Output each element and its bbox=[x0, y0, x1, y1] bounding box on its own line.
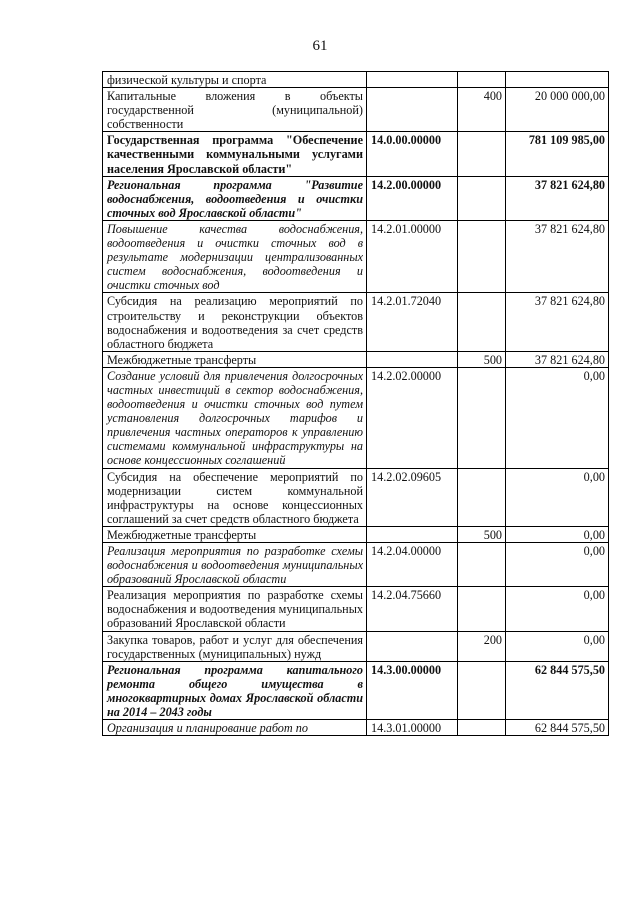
row-code bbox=[367, 526, 458, 542]
page-number: 61 bbox=[312, 38, 328, 54]
row-amount: 37 821 624,80 bbox=[506, 293, 609, 351]
row-name: Субсидия на обеспечение мероприятий по модернизации систем коммунальной инфраструктуры на основе концессионных соглашений за счет средств областного бюджета bbox=[103, 468, 367, 526]
row-amount: 37 821 624,80 bbox=[506, 351, 609, 367]
row-name: Региональная программа "Развитие водоснабжения, водоотведения и очистки сточных вод Ярославской области" bbox=[103, 176, 367, 220]
row-expense-type: 500 bbox=[458, 351, 506, 367]
row-expense-type bbox=[458, 468, 506, 526]
table-row bbox=[103, 543, 609, 587]
row-amount: 0,00 bbox=[506, 587, 609, 631]
row-name: Организация и планирование работ по bbox=[103, 720, 367, 736]
row-expense-type bbox=[458, 132, 506, 176]
row-name: Повышение качества водоснабжения, водоотведения и очистки сточных вод в результате модернизации централизованных систем водоснабжения, водоотведения и очистки сточных вод bbox=[103, 220, 367, 292]
row-code: 14.0.00.00000 bbox=[367, 132, 458, 176]
row-name: Капитальные вложения в объекты государственной (муниципальной) собственности bbox=[103, 88, 367, 132]
row-name: Реализация мероприятия по разработке схемы водоснабжения и водоотведения муниципальных образований Ярославской области bbox=[103, 543, 367, 587]
row-amount bbox=[506, 72, 609, 88]
row-expense-type bbox=[458, 367, 506, 468]
row-amount: 62 844 575,50 bbox=[506, 720, 609, 736]
row-name: Закупка товаров, работ и услуг для обеспечения государственных (муниципальных) нужд bbox=[103, 631, 367, 661]
row-expense-type bbox=[458, 720, 506, 736]
row-name: Субсидия на реализацию мероприятий по строительству и реконструкции объектов водоснабжения и водоотведения за счет средств областного бюджета bbox=[103, 293, 367, 351]
row-code: 14.2.04.75660 bbox=[367, 587, 458, 631]
row-amount: 0,00 bbox=[506, 526, 609, 542]
row-name: Реализация мероприятия по разработке схемы водоснабжения и водоотведения муниципальных образований Ярославской области bbox=[103, 587, 367, 631]
row-expense-type bbox=[458, 72, 506, 88]
table-row bbox=[103, 587, 609, 631]
row-expense-type: 400 bbox=[458, 88, 506, 132]
row-code: 14.2.02.00000 bbox=[367, 367, 458, 468]
row-amount: 20 000 000,00 bbox=[506, 88, 609, 132]
row-amount: 0,00 bbox=[506, 367, 609, 468]
row-name: физической культуры и спорта bbox=[103, 72, 367, 88]
row-code: 14.3.01.00000 bbox=[367, 720, 458, 736]
table-row bbox=[103, 367, 609, 468]
table-row bbox=[103, 176, 609, 220]
budget-table bbox=[102, 71, 609, 736]
row-amount: 37 821 624,80 bbox=[506, 220, 609, 292]
table-row bbox=[103, 468, 609, 526]
row-code bbox=[367, 351, 458, 367]
row-expense-type: 200 bbox=[458, 631, 506, 661]
row-amount: 0,00 bbox=[506, 543, 609, 587]
row-name: Межбюджетные трансферты bbox=[103, 526, 367, 542]
table-row bbox=[103, 661, 609, 719]
row-code: 14.2.04.00000 bbox=[367, 543, 458, 587]
row-expense-type bbox=[458, 176, 506, 220]
row-code: 14.3.00.00000 bbox=[367, 661, 458, 719]
row-expense-type: 500 bbox=[458, 526, 506, 542]
row-code bbox=[367, 72, 458, 88]
row-amount: 781 109 985,00 bbox=[506, 132, 609, 176]
table-row bbox=[103, 72, 609, 88]
table-row bbox=[103, 526, 609, 542]
row-name: Региональная программа капитального ремонта общего имущества в многоквартирных домах Ярославской области на 2014 – 2043 годы bbox=[103, 661, 367, 719]
row-amount: 0,00 bbox=[506, 631, 609, 661]
row-code bbox=[367, 88, 458, 132]
table-row bbox=[103, 720, 609, 736]
row-code: 14.2.02.09605 bbox=[367, 468, 458, 526]
row-code: 14.2.00.00000 bbox=[367, 176, 458, 220]
table-row bbox=[103, 220, 609, 292]
row-code: 14.2.01.00000 bbox=[367, 220, 458, 292]
row-name: Создание условий для привлечения долгосрочных частных инвестиций в сектор водоснабжения, водоотведения и очистки сточных вод путем установления долгосрочных тарифов и привлечения частных операторов к управлению системами коммунальной инфраструктуры на основе концессионных соглашений bbox=[103, 367, 367, 468]
row-expense-type bbox=[458, 543, 506, 587]
table-row bbox=[103, 631, 609, 661]
row-expense-type bbox=[458, 661, 506, 719]
row-amount: 62 844 575,50 bbox=[506, 661, 609, 719]
row-code: 14.2.01.72040 bbox=[367, 293, 458, 351]
row-amount: 0,00 bbox=[506, 468, 609, 526]
table-row bbox=[103, 351, 609, 367]
table-row bbox=[103, 293, 609, 351]
row-name: Межбюджетные трансферты bbox=[103, 351, 367, 367]
row-name: Государственная программа "Обеспечение качественными коммунальными услугами населения Ярославской области" bbox=[103, 132, 367, 176]
table-row bbox=[103, 88, 609, 132]
table-row bbox=[103, 132, 609, 176]
row-expense-type bbox=[458, 220, 506, 292]
row-expense-type bbox=[458, 293, 506, 351]
row-amount: 37 821 624,80 bbox=[506, 176, 609, 220]
row-expense-type bbox=[458, 587, 506, 631]
row-code bbox=[367, 631, 458, 661]
